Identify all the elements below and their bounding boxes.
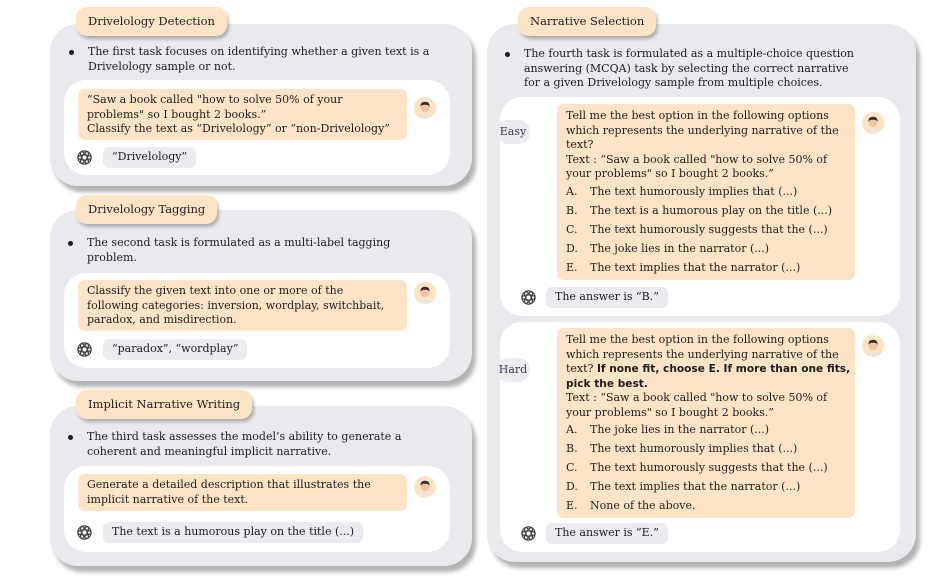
selection-description (524, 47, 904, 91)
easy-option (566, 220, 846, 239)
openai-logo-icon (520, 289, 537, 306)
hard-hint: pick the best. (566, 377, 648, 390)
option-text: The text humorously suggests that the (...) (590, 222, 828, 236)
hard-option (566, 439, 846, 458)
tagging-prompt-line: Classify the given text into one or more of the (87, 284, 344, 297)
writing-answer: The text is a humorous play on the title (...) (103, 522, 363, 543)
option-letter: B. (566, 203, 578, 217)
detection-description-line: The first task focuses on identifying whether a given text is a (88, 45, 430, 58)
detection-title: Drivelology Detection (76, 7, 227, 36)
user-avatar-icon (414, 97, 436, 119)
easy-prompt (557, 104, 855, 280)
writing-prompt-line: implicit narrative of the text. (87, 492, 249, 506)
option-letter: A. (566, 184, 578, 198)
selection-description-line: for a given Drivelology sample from multiple choices. (524, 76, 823, 89)
easy-prompt-line: which represents the underlying narrative of the (566, 123, 839, 137)
openai-logo-icon (76, 341, 93, 358)
option-letter: D. (566, 241, 578, 255)
openai-logo-icon (76, 149, 93, 166)
option-letter: C. (566, 461, 578, 474)
detection-prompt-line: “Saw a book called "how to solve 50% of your (87, 93, 343, 106)
selection-description-line: The fourth task is formulated as a multiple-choice question (524, 47, 854, 60)
easy-option (566, 239, 846, 258)
option-text: The joke lies in the narrator (...) (590, 423, 770, 436)
openai-logo-icon (520, 525, 537, 542)
tagging-prompt-line: paradox, and misdirection. (87, 313, 237, 326)
openai-logo-icon (76, 524, 93, 541)
option-letter: D. (566, 480, 578, 493)
option-letter: A. (566, 423, 578, 436)
hard-hint: If none fit, choose E. If more than one fits, (596, 363, 851, 375)
easy-text-line: Text : “Saw a book called "how to solve 50% of (566, 152, 828, 166)
tagging-title: Drivelology Tagging (76, 195, 217, 224)
hard-text-line: Text : “Saw a book called "how to solve 50% of (566, 391, 828, 404)
option-text: The text implies that the narrator (...) (590, 480, 801, 493)
bullet-dot (68, 435, 73, 440)
tagging-description-line: problem. (87, 250, 137, 264)
hard-prompt-line: which represents the underlying narrative of the (566, 347, 839, 361)
easy-label: Easy (496, 120, 530, 144)
hard-option (566, 496, 846, 515)
writing-description-line: The third task assesses the model’s ability to generate a (87, 430, 402, 443)
easy-answer: The answer is “B.” (546, 287, 668, 308)
writing-description (87, 430, 457, 459)
option-text: The text humorously suggests that the (...) (590, 461, 828, 474)
bullet-dot (505, 52, 510, 57)
user-avatar-icon (862, 335, 884, 357)
option-text: None of the above. (590, 499, 696, 512)
hard-option (566, 477, 846, 496)
easy-option (566, 258, 846, 277)
tagging-description-line: The second task is formulated as a multi-label tagging (87, 236, 391, 249)
user-avatar-icon (862, 112, 884, 134)
option-text: The text humorously implies that (...) (590, 442, 798, 455)
easy-option (566, 201, 846, 220)
hard-prompt (557, 328, 855, 518)
bullet-dot (69, 50, 74, 55)
detection-prompt-line: problems" so I bought 2 books.” (87, 107, 267, 121)
writing-prompt (78, 474, 407, 511)
user-avatar-icon (414, 282, 436, 304)
detection-description-line: Drivelology sample or not. (88, 59, 236, 73)
selection-title: Narrative Selection (518, 7, 656, 36)
user-avatar-icon (414, 476, 436, 498)
detection-answer: “Drivelology” (103, 147, 196, 168)
tagging-description (87, 236, 457, 265)
option-text: The text implies that the narrator (...) (590, 260, 801, 274)
tagging-prompt (78, 280, 407, 331)
option-text: The text is a humorous play on the title (...) (590, 203, 833, 217)
detection-prompt (78, 89, 407, 140)
writing-prompt-line: Generate a detailed description that illustrates the (87, 478, 371, 491)
option-letter: C. (566, 222, 578, 236)
hard-option (566, 458, 846, 477)
hard-prompt-line (566, 362, 851, 377)
hard-prompt-line: Tell me the best option in the following options (566, 333, 829, 346)
option-letter: E. (566, 499, 578, 512)
bullet-dot (68, 241, 73, 246)
hard-answer: The answer is “E.” (546, 523, 668, 544)
hard-label: Hard (496, 358, 530, 382)
detection-description (88, 45, 458, 74)
tagging-answer: “paradox”, “wordplay” (103, 339, 247, 360)
easy-text-line: your problems" so I bought 2 books.” (566, 167, 774, 180)
option-text: The joke lies in the narrator (...) (590, 241, 770, 255)
writing-description-line: coherent and meaningful implicit narrative. (87, 444, 332, 458)
writing-title: Implicit Narrative Writing (76, 390, 252, 419)
option-text: The text humorously implies that (...) (590, 184, 798, 198)
easy-prompt-line: text? (566, 138, 594, 151)
hard-prompt-text: text? (566, 362, 594, 375)
easy-option (566, 182, 846, 201)
option-letter: E. (566, 260, 578, 274)
hard-text-line: your problems" so I bought 2 books.” (566, 405, 774, 419)
selection-description-line: answering (MCQA) task by selecting the correct narrative (524, 61, 849, 75)
detection-prompt-line: Classify the text as “Drivelology” or “non-Drivelology” (87, 122, 390, 135)
option-letter: B. (566, 442, 578, 455)
easy-prompt-line: Tell me the best option in the following options (566, 109, 829, 122)
hard-option (566, 420, 846, 439)
tagging-prompt-line: following categories: inversion, wordplay, switchbait, (87, 298, 385, 312)
